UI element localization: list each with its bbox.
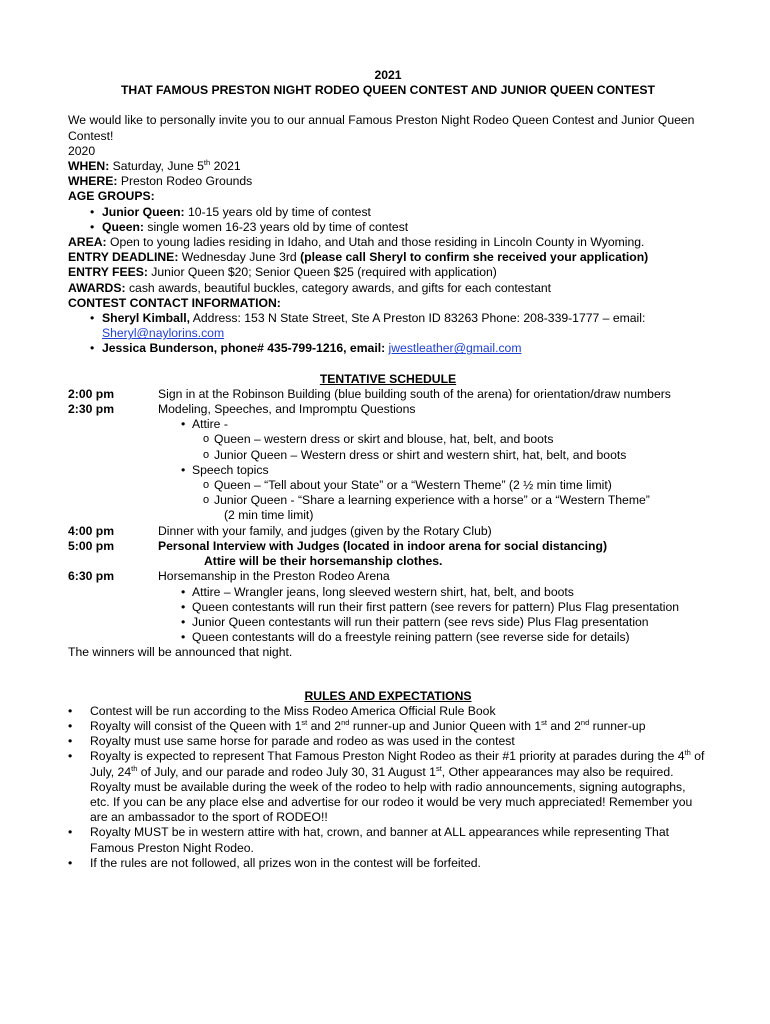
rules-list: [68, 704, 708, 871]
schedule-time: 4:00 pm: [68, 523, 115, 538]
schedule-time: 2:00 pm: [68, 386, 115, 401]
rule-text: Royalty is expected to represent That Famous Preston Night Rodeo as their #1 priority at parades during the 4: [90, 749, 685, 764]
contact2-text: Jessica Bunderson, phone# 435-799-1216, email:: [102, 341, 389, 356]
contact1-text: Address: 153 N State Street, Ste A Preston ID 83263 Phone: 208-339-1777 – email:: [190, 311, 646, 326]
fees-line: [68, 265, 708, 280]
schedule-event-note: Attire will be their horsemanship clothes.: [204, 554, 443, 569]
schedule-event: Dinner with your family, and judges (given by the Rotary Club): [158, 523, 492, 538]
rule-sup: st: [541, 717, 548, 727]
intro-text: We would like to personally invite you to our annual Famous Preston Night Rodeo Queen Contest and Junior Queen Contest!: [68, 113, 695, 143]
age-groups-label: AGE GROUPS:: [68, 189, 155, 204]
when-value-pre: Saturday, June 5: [109, 159, 204, 174]
speech-label: • Speech topics: [158, 463, 708, 478]
when-line: [68, 159, 708, 174]
rule-sup: nd: [580, 717, 590, 727]
area-line: [68, 235, 708, 250]
list-item: [68, 205, 708, 220]
document-year: 2021: [374, 68, 402, 82]
schedule-row: [68, 569, 708, 645]
winners-note: The winners will be announced that night.: [68, 645, 293, 660]
awards-label: AWARDS:: [68, 280, 126, 295]
rule-text: of July, and our parade and rodeo July 30, 31 August 1: [137, 764, 436, 779]
list-item: • Royalty MUST be in western attire with hat, crown, and banner at ALL appearances while representing That Famous Preston Night Rodeo.: [68, 825, 708, 855]
rule-text: of July, 24: [90, 749, 705, 779]
contact-item-sheryl: [68, 311, 708, 341]
attire-item: o Queen – western dress or skirt and blouse, hat, belt, and boots: [158, 432, 708, 447]
where-line: [68, 174, 708, 189]
area-label: AREA:: [68, 235, 107, 250]
horsemanship-item: • Queen contestants will do a freestyle reining pattern (see reverse side for details): [158, 630, 708, 645]
age-item-label: Junior Queen:: [102, 204, 185, 219]
where-value: Preston Rodeo Grounds: [117, 174, 253, 189]
age-item-value: single women 16-23 years old by time of contest: [143, 219, 409, 234]
speech-item: o Queen – “Tell about your State” or a “Western Theme” (2 ½ min time limit): [158, 478, 708, 493]
rules-title: RULES AND EXPECTATIONS: [304, 688, 472, 703]
horsemanship-item: • Junior Queen contestants will run their pattern (see revs side) Plus Flag presentation: [158, 615, 708, 630]
speech-item: o Junior Queen - “Share a learning experience with a horse” or a “Western Theme”: [158, 493, 708, 508]
list-item: [68, 749, 708, 825]
when-value-post: 2021: [210, 159, 241, 174]
contact2-email-link[interactable]: jwestleather@gmail.com: [388, 341, 522, 356]
document-page: [68, 68, 708, 871]
list-item: [68, 220, 708, 235]
schedule-event: Horsemanship in the Preston Rodeo Arena: [158, 569, 390, 584]
rule-text: , Other appearances may also be required. Royalty must be available during the week of the rodeo to help with radio announcements, signing autographs, etc. If you can be any place else and advertise for our rodeo it would be very much appreciated! Remember you are an ambassador to the sport of RODEO!!: [90, 764, 693, 825]
speech-note: (2 min time limit): [224, 508, 314, 523]
schedule-row: [68, 524, 708, 539]
schedule-event: Personal Interview with Judges (located in indoor arena for social distancing): [158, 538, 607, 553]
rule-sup: th: [131, 763, 138, 773]
schedule-time: 2:30 pm: [68, 402, 115, 417]
rule-sup: nd: [341, 717, 350, 727]
fees-value: Junior Queen $20; Senior Queen $25 (required with application): [147, 265, 497, 280]
list-item: • Royalty must use same horse for parade and rodeo as was used in the contest: [68, 734, 708, 749]
rule-text: Royalty will consist of the Queen with 1: [90, 718, 302, 733]
age-groups-list: [68, 205, 708, 235]
contact-list: [68, 311, 708, 357]
when-label: WHEN:: [68, 159, 110, 174]
area-value: Open to young ladies residing in Idaho, and Utah and those residing in Lincoln County in Wyoming.: [106, 235, 645, 250]
contact1-email-link[interactable]: Sheryl@naylorins.com: [102, 326, 225, 341]
rule-text: runner-up and Junior Queen with 1: [349, 718, 542, 733]
deadline-value: Wednesday June 3rd: [178, 250, 301, 265]
schedule-row: [68, 402, 708, 524]
schedule-event: Sign in at the Robinson Building (blue building south of the arena) for orientation/draw numbers: [158, 386, 671, 401]
list-item: • Contest will be run according to the Miss Rodeo America Official Rule Book: [68, 704, 708, 719]
deadline-note: (please call Sheryl to confirm she received your application): [300, 250, 649, 265]
contact1-name: Sheryl Kimball,: [102, 311, 191, 326]
rule-sup: th: [684, 748, 691, 758]
list-item: [68, 719, 708, 734]
schedule-title: TENTATIVE SCHEDULE: [319, 371, 457, 386]
rule-sup: st: [301, 717, 308, 727]
schedule-event: Modeling, Speeches, and Impromptu Questions: [158, 402, 416, 417]
intro-year: 2020: [68, 143, 96, 158]
contact-item-jessica: [68, 341, 708, 356]
age-item-label: Queen:: [102, 219, 144, 234]
contact-label: CONTEST CONTACT INFORMATION:: [68, 295, 281, 310]
rule-text: and 2: [307, 718, 342, 733]
rule-text: and 2: [547, 718, 581, 733]
deadline-label: ENTRY DEADLINE:: [68, 250, 179, 265]
rule-sup: st: [435, 763, 442, 773]
where-label: WHERE:: [68, 174, 118, 189]
horsemanship-item: • Queen contestants will run their first pattern (see revers for pattern) Plus Flag presentation: [158, 600, 708, 615]
horsemanship-item: • Attire – Wrangler jeans, long sleeved western shirt, hat, belt, and boots: [158, 585, 708, 600]
attire-label: • Attire -: [158, 417, 708, 432]
document-title: THAT FAMOUS PRESTON NIGHT RODEO QUEEN CONTEST AND JUNIOR QUEEN CONTEST: [120, 83, 656, 98]
age-item-value: 10-15 years old by time of contest: [184, 204, 371, 219]
schedule-time: 5:00 pm: [68, 538, 115, 553]
awards-value: cash awards, beautiful buckles, category awards, and gifts for each contestant: [125, 280, 552, 295]
schedule-row: [68, 539, 708, 569]
rule-text: runner-up: [589, 718, 646, 733]
awards-line: [68, 281, 708, 296]
fees-label: ENTRY FEES:: [68, 265, 148, 280]
schedule-time: 6:30 pm: [68, 569, 115, 584]
when-sup: th: [203, 158, 211, 168]
deadline-line: [68, 250, 708, 265]
schedule-row: [68, 387, 708, 402]
list-item: • If the rules are not followed, all prizes won in the contest will be forfeited.: [68, 856, 708, 871]
attire-item: o Junior Queen – Western dress or shirt and western shirt, hat, belt, and boots: [158, 448, 708, 463]
